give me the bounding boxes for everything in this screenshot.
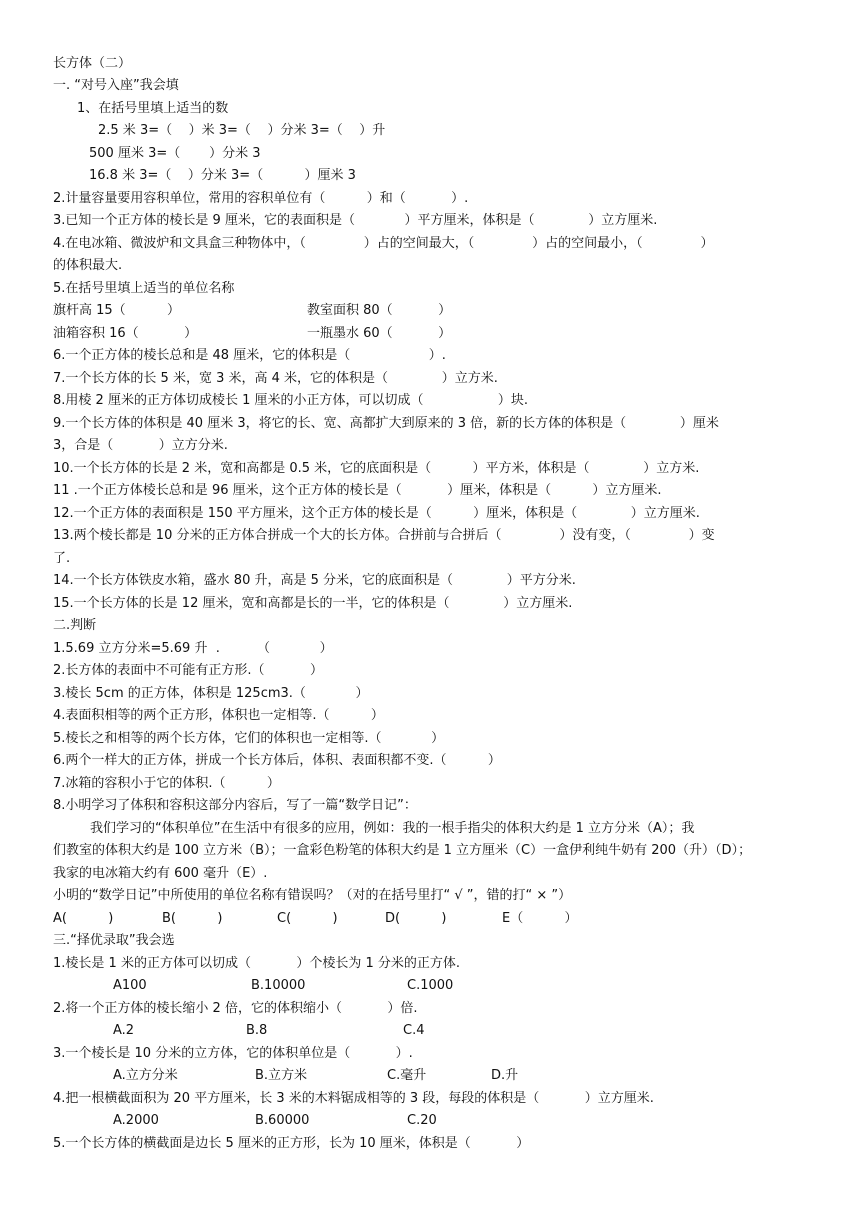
question-3-5: 5.一个长方体的横截面是边长 5 厘米的正方形，长为 10 厘米，体积是（ ） [53,1136,530,1151]
question-1-10: 10.一个长方体的长是 2 米，宽和高都是 0.5 米，它的底面积是（ ）平方米，体积是（ ）立方米. [53,461,700,476]
question-1-9-cont: 3，合是（ ）立方分米. [53,438,228,453]
question-1-1-line-a: 2.5 米 3=（ ）米 3=（ ）分米 3=（ ）升 [98,123,386,138]
question-3-1: 1.棱长是 1 米的正方体可以切成（ ）个棱长为 1 分米的正方体. [53,956,461,971]
question-1-12: 12.一个正方体的表面积是 150 平方厘米，这个正方体的棱长是（ ）厘米，体积是（ ）立方厘米. [53,506,700,521]
option-3-1-a: A100 [113,978,147,993]
question-1-4-cont: 的体积最大. [53,258,123,273]
question-1-13-cont: 了. [53,551,71,566]
answer-blank-c: C( ) [277,911,338,926]
question-3-3: 3.一个棱长是 10 分米的立方体，它的体积单位是（ ）. [53,1046,413,1061]
option-3-4-a: A.2000 [113,1113,159,1128]
question-1-2: 2.计量容量要用容积单位，常用的容积单位有（ ）和（ ）. [53,191,469,206]
question-2-2: 2.长方体的表面中不可能有正方形.（ ） [53,663,323,678]
question-1-3: 3.已知一个正方体的棱长是 9 厘米，它的表面积是（ ）平方厘米，体积是（ ）立方厘米. [53,213,658,228]
option-3-1-c: C.1000 [407,978,454,993]
option-3-2-c: C.4 [403,1023,425,1038]
question-1-1-line-b: 500 厘米 3=（ ）分米 3 [89,146,261,161]
question-2-3: 3.棱长 5cm 的正方体，体积是 125cm3.（ ） [53,686,369,701]
question-1-5-b: 教室面积 80（ ） [307,303,452,318]
diary-line-3: 我家的电冰箱大约有 600 毫升（E）. [53,866,268,881]
question-3-4: 4.把一根横截面积为 20 平方厘米，长 3 米的木料锯成相等的 3 段，每段的体积是（ ）立方厘米. [53,1091,654,1106]
option-3-3-c: C.毫升 [387,1068,427,1083]
question-2-1: 1.5.69 立方分米=5.69 升 . （ ） [53,641,333,656]
option-3-2-a: A.2 [113,1023,135,1038]
question-1-1: 1、在括号里填上适当的数 [77,101,229,116]
option-3-2-b: B.8 [246,1023,268,1038]
option-3-3-d: D.升 [491,1068,519,1083]
question-1-13: 13.两个棱长都是 10 分米的正方体合拼成一个大的长方体。合拼前与合拼后（ ）没有变，（ ）变 [53,528,715,543]
answer-blank-b: B( ) [162,911,223,926]
question-1-1-line-c: 16.8 米 3=（ ）分米 3=（ ）厘米 3 [89,168,356,183]
answer-blank-e: E（ ） [502,911,578,926]
section-1-heading: 一. “对号入座”我会填 [53,78,179,93]
question-1-5-d: 一瓶墨水 60（ ） [307,326,452,341]
question-2-8: 8.小明学习了体积和容积这部分内容后，写了一篇“数学日记”： [53,798,417,813]
section-3-heading: 三.“择优录取”我会选 [53,933,175,948]
question-1-14: 14.一个长方体铁皮水箱，盛水 80 升，高是 5 分米，它的底面积是（ ）平方分米. [53,573,576,588]
answer-blank-d: D( ) [385,911,447,926]
question-1-5-c: 油箱容积 16（ ） [53,326,198,341]
question-3-2: 2.将一个正方体的棱长缩小 2 倍，它的体积缩小（ ）倍. [53,1001,418,1016]
question-1-6: 6.一个正方体的棱长总和是 48 厘米，它的体积是（ ）. [53,348,446,363]
question-1-11: 11 .一个正方体棱长总和是 96 厘米，这个正方体的棱长是（ ）厘米，体积是（ ）立方厘米. [53,483,662,498]
option-3-4-c: C.20 [407,1113,437,1128]
question-2-6: 6.两个一样大的正方体，拼成一个长方体后，体积、表面积都不变.（ ） [53,753,501,768]
option-3-4-b: B.60000 [255,1113,310,1128]
question-1-9: 9.一个长方体的体积是 40 厘米 3，将它的长、宽、高都扩大到原来的 3 倍，新的长方体的体积是（ ）厘米 [53,416,719,431]
question-1-8: 8.用棱 2 厘米的正方体切成棱长 1 厘米的小正方体，可以切成（ ）块. [53,393,528,408]
question-2-7: 7.冰箱的容积小于它的体积.（ ） [53,776,280,791]
section-2-heading: 二.判断 [53,618,97,633]
option-3-1-b: B.10000 [251,978,306,993]
question-1-4: 4.在电冰箱、微波炉和文具盒三种物体中，（ ）占的空间最大，（ ）占的空间最小，（ ） [53,236,714,251]
question-1-7: 7.一个长方体的长 5 米，宽 3 米，高 4 米，它的体积是（ ）立方米. [53,371,498,386]
question-2-5: 5.棱长之和相等的两个长方体，它们的体积也一定相等.（ ） [53,731,445,746]
diary-line-1: 我们学习的“体积单位”在生活中有很多的应用，例如：我的一根手指尖的体积大约是 1 立方分米（A）；我 [90,821,695,836]
option-3-3-a: A.立方分米 [113,1068,178,1083]
question-2-8-prompt: 小明的“数学日记”中所使用的单位名称有错误吗？（对的在括号里打“ √ ”，错的打“ × ”） [53,888,572,903]
question-1-5-a: 旗杆高 15（ ） [53,303,180,318]
question-1-5: 5.在括号里填上适当的单位名称 [53,281,235,296]
diary-line-2: 们教室的体积大约是 100 立方米（B）；一盒彩色粉笔的体积大约是 1 立方厘米（C）一盒伊利纯牛奶有 200（升）（D）； [53,843,752,858]
question-2-4: 4.表面积相等的两个正方形，体积也一定相等.（ ） [53,708,384,723]
answer-blank-a: A( ) [53,911,114,926]
question-1-15: 15.一个长方体的长是 12 厘米，宽和高都是长的一半，它的体积是（ ）立方厘米. [53,596,573,611]
worksheet-title: 长方体（二） [53,56,132,71]
option-3-3-b: B.立方米 [255,1068,308,1083]
